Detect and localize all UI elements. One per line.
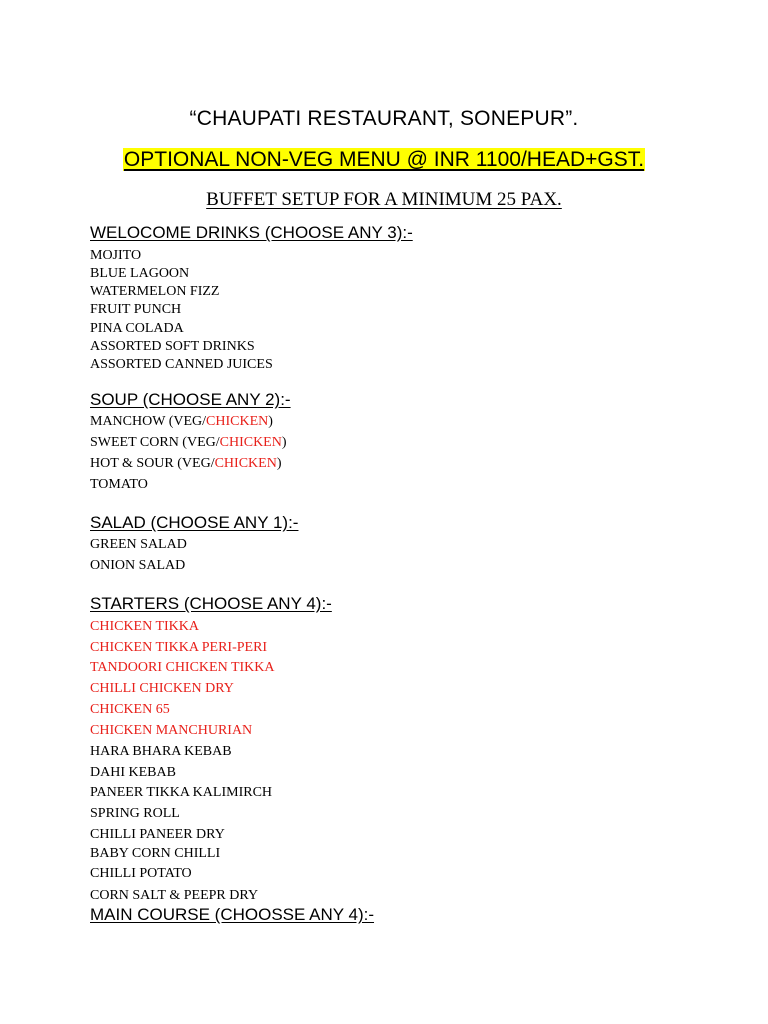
starter-nonveg-item: CHICKEN TIKKA bbox=[90, 619, 200, 634]
soup-item-suffix: ) bbox=[276, 456, 282, 471]
welcome-drink-item: PINA COLADA bbox=[90, 321, 184, 336]
soup-item-nonveg-text: CHICKEN bbox=[214, 456, 277, 471]
soup-item-nonveg-text: CHICKEN bbox=[206, 414, 269, 429]
starter-nonveg-item: CHICKEN 65 bbox=[90, 702, 170, 717]
soup-item bbox=[90, 477, 148, 493]
subtitle-line bbox=[0, 147, 768, 173]
soup-heading: SOUP (CHOOSE ANY 2):- bbox=[90, 390, 291, 409]
starter-nonveg-item: CHILLI CHICKEN DRY bbox=[90, 681, 234, 696]
soup-item bbox=[90, 414, 273, 430]
menu-price-subtitle: OPTIONAL NON-VEG MENU @ INR 1100/HEAD+GST. bbox=[123, 148, 645, 171]
starter-veg-item: CHILLI POTATO bbox=[90, 866, 192, 881]
soup-item-veg-text: HOT & SOUR (VEG/ bbox=[90, 456, 215, 471]
restaurant-title: “CHAUPATI RESTAURANT, SONEPUR”. bbox=[189, 107, 579, 130]
starter-veg-item: CORN SALT & PEEPR DRY bbox=[90, 888, 259, 903]
welcome-drink-item: FRUIT PUNCH bbox=[90, 302, 182, 317]
main-course-heading: MAIN COURSE (CHOOSSE ANY 4):- bbox=[90, 905, 375, 924]
starter-nonveg-item: TANDOORI CHICKEN TIKKA bbox=[90, 660, 275, 675]
welcome-drink-item: ASSORTED CANNED JUICES bbox=[90, 357, 273, 372]
soup-item bbox=[90, 456, 281, 472]
starter-veg-item: DAHI KEBAB bbox=[90, 765, 176, 780]
starters-heading: STARTERS (CHOOSE ANY 4):- bbox=[90, 594, 332, 613]
welcome-drink-item: ASSORTED SOFT DRINKS bbox=[90, 339, 255, 354]
starter-veg-item: PANEER TIKKA KALIMIRCH bbox=[90, 785, 273, 800]
starter-nonveg-item: CHICKEN MANCHURIAN bbox=[90, 723, 253, 738]
starter-veg-item: HARA BHARA KEBAB bbox=[90, 744, 232, 759]
welcome-drink-item: WATERMELON FIZZ bbox=[90, 284, 220, 299]
welcome-drink-item: MOJITO bbox=[90, 248, 142, 263]
soup-item-suffix: ) bbox=[268, 414, 273, 429]
welcome-drink-item: BLUE LAGOON bbox=[90, 266, 190, 281]
salad-item: ONION SALAD bbox=[90, 558, 186, 573]
starter-veg-item: SPRING ROLL bbox=[90, 806, 180, 821]
soup-item-veg-text: TOMATO bbox=[90, 477, 148, 492]
welcome-drinks-heading: WELOCOME DRINKS (CHOOSE ANY 3):- bbox=[90, 223, 413, 242]
salad-heading: SALAD (CHOOSE ANY 1):- bbox=[90, 513, 299, 532]
buffet-setup-note: BUFFET SETUP FOR A MINIMUM 25 PAX. bbox=[206, 189, 562, 210]
soup-item bbox=[90, 435, 287, 451]
soup-item-veg-text: SWEET CORN (VEG/ bbox=[90, 435, 220, 450]
starter-nonveg-item: CHICKEN TIKKA PERI-PERI bbox=[90, 640, 268, 655]
soup-item-veg-text: MANCHOW (VEG/ bbox=[90, 414, 207, 429]
starter-veg-item: CHILLI PANEER DRY bbox=[90, 827, 225, 842]
soup-item-suffix: ) bbox=[281, 435, 287, 450]
salad-item: GREEN SALAD bbox=[90, 537, 187, 552]
soup-item-nonveg-text: CHICKEN bbox=[219, 435, 282, 450]
starter-veg-item: BABY CORN CHILLI bbox=[90, 846, 221, 861]
